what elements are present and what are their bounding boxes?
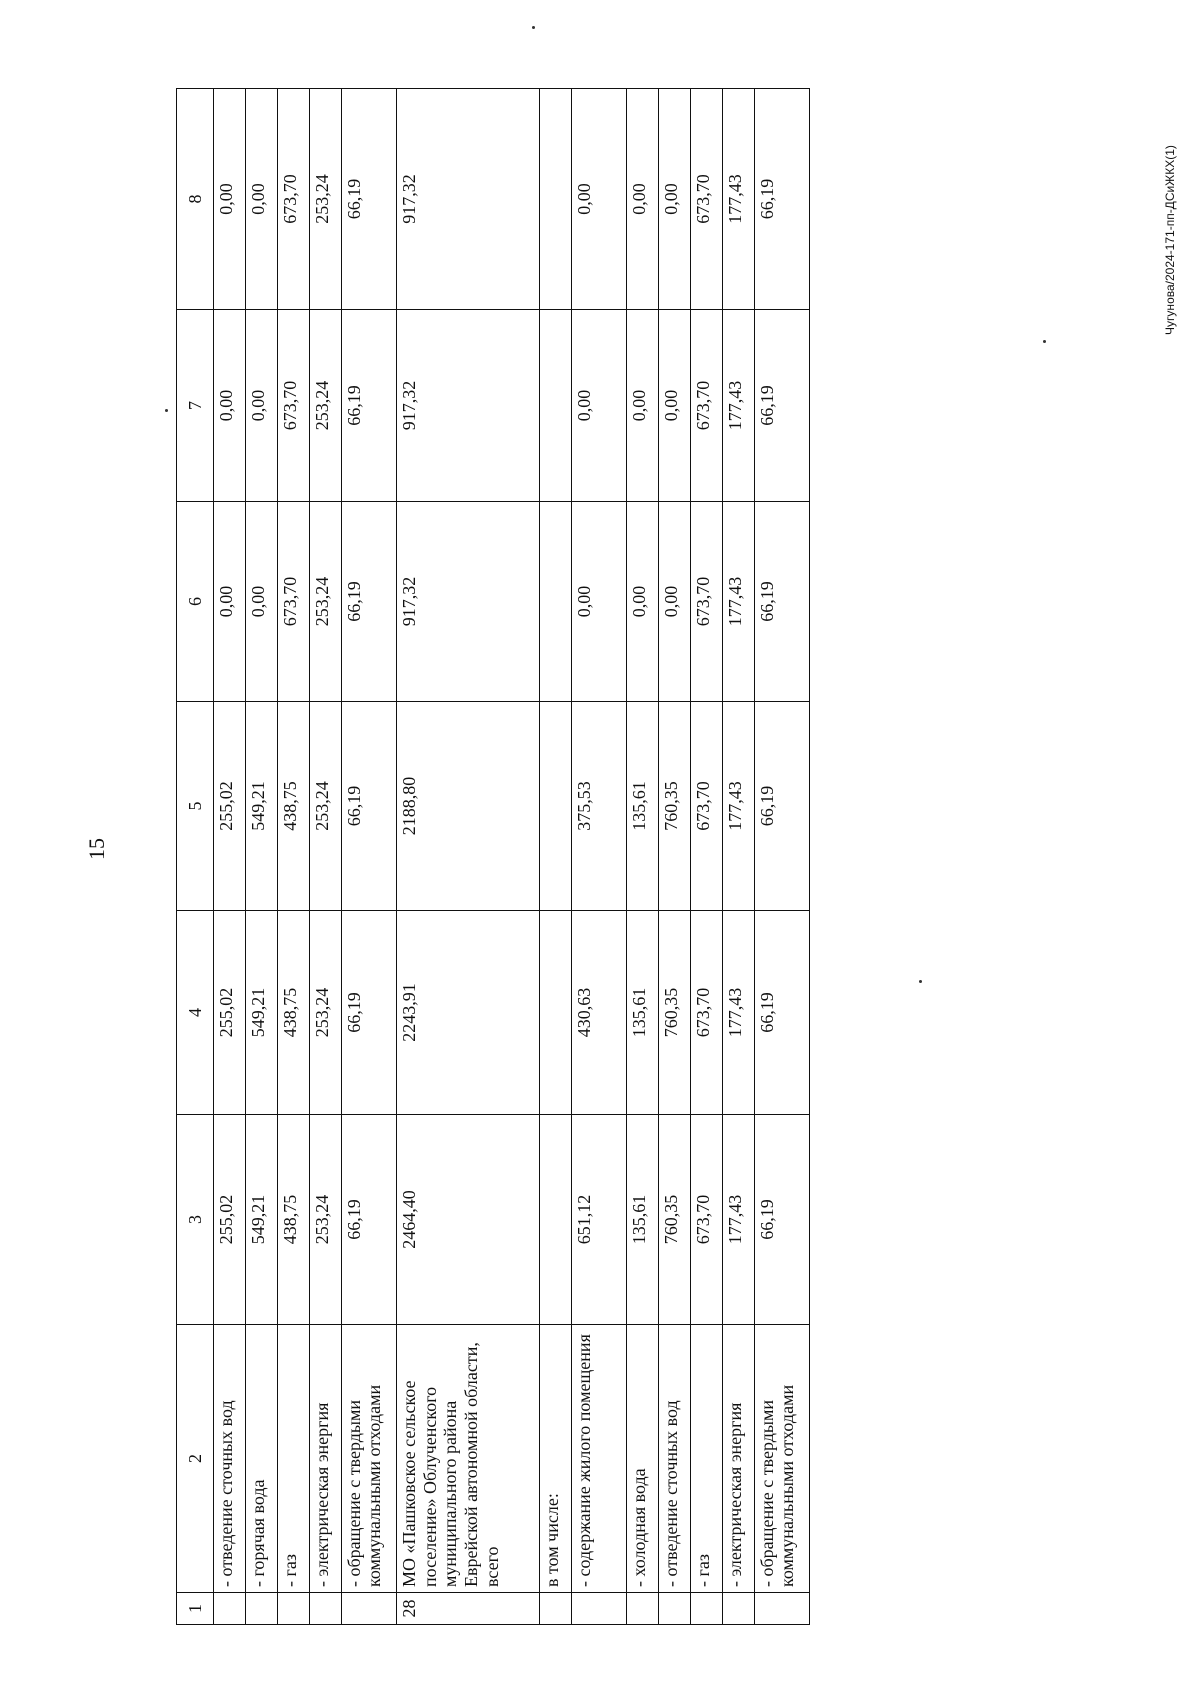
value-cell: 430,63 bbox=[572, 911, 627, 1115]
value-cell: 2464,40 bbox=[396, 1115, 539, 1325]
value-cell bbox=[540, 502, 572, 702]
value-cell: 0,00 bbox=[246, 502, 278, 702]
value-cell: 66,19 bbox=[341, 502, 396, 702]
value-cell bbox=[540, 1115, 572, 1325]
page-number: 15 bbox=[84, 838, 109, 860]
value-cell: 673,70 bbox=[691, 911, 723, 1115]
value-cell: 177,43 bbox=[722, 89, 754, 310]
value-cell: 438,75 bbox=[277, 911, 309, 1115]
value-cell: 66,19 bbox=[341, 89, 396, 310]
value-cell: 66,19 bbox=[754, 310, 809, 502]
table-row bbox=[754, 89, 809, 1625]
column-header: 2 bbox=[177, 1325, 214, 1593]
value-cell: 255,02 bbox=[214, 911, 246, 1115]
value-cell: 673,70 bbox=[277, 502, 309, 702]
value-cell: 917,32 bbox=[396, 502, 539, 702]
column-header: 3 bbox=[177, 1115, 214, 1325]
value-cell: 135,61 bbox=[627, 1115, 659, 1325]
table-row bbox=[309, 89, 341, 1625]
row-number-cell bbox=[540, 1593, 572, 1625]
value-cell: 0,00 bbox=[659, 502, 691, 702]
value-cell: 177,43 bbox=[722, 702, 754, 911]
scan-speck bbox=[165, 409, 168, 412]
table-row bbox=[691, 89, 723, 1625]
value-cell: 253,24 bbox=[309, 1115, 341, 1325]
row-number-cell bbox=[246, 1593, 278, 1625]
row-name-cell: МО «Пашковское сельское поселение» Облученского муниципального района Еврейской автономной области, всего bbox=[396, 1325, 539, 1593]
value-cell: 66,19 bbox=[754, 1115, 809, 1325]
table-row bbox=[396, 89, 539, 1625]
row-name-cell: - горячая вода bbox=[246, 1325, 278, 1593]
value-cell bbox=[540, 89, 572, 310]
value-cell: 253,24 bbox=[309, 89, 341, 310]
table-row bbox=[214, 89, 246, 1625]
column-header: 1 bbox=[177, 1593, 214, 1625]
row-number-cell bbox=[659, 1593, 691, 1625]
row-number-cell bbox=[214, 1593, 246, 1625]
value-cell: 2243,91 bbox=[396, 911, 539, 1115]
value-cell: 2188,80 bbox=[396, 702, 539, 911]
column-header: 4 bbox=[177, 911, 214, 1115]
value-cell: 438,75 bbox=[277, 1115, 309, 1325]
row-name-cell: - холодная вода bbox=[627, 1325, 659, 1593]
row-name-cell: в том числе: bbox=[540, 1325, 572, 1593]
value-cell: 253,24 bbox=[309, 310, 341, 502]
value-cell: 253,24 bbox=[309, 702, 341, 911]
table-row bbox=[246, 89, 278, 1625]
row-number-cell bbox=[309, 1593, 341, 1625]
row-name-cell: - отведение сточных вод bbox=[659, 1325, 691, 1593]
row-name-cell: - электрическая энергия bbox=[309, 1325, 341, 1593]
value-cell: 135,61 bbox=[627, 702, 659, 911]
value-cell bbox=[540, 702, 572, 911]
row-name-cell: - обращение с твердыми коммунальными отходами bbox=[341, 1325, 396, 1593]
row-name-cell: - содержание жилого помещения bbox=[572, 1325, 627, 1593]
value-cell: 66,19 bbox=[754, 911, 809, 1115]
value-cell bbox=[540, 310, 572, 502]
value-cell: 0,00 bbox=[659, 310, 691, 502]
value-cell: 66,19 bbox=[754, 702, 809, 911]
value-cell: 66,19 bbox=[341, 1115, 396, 1325]
tariff-table-wrapper bbox=[176, 89, 810, 1625]
value-cell: 0,00 bbox=[246, 89, 278, 310]
value-cell: 438,75 bbox=[277, 702, 309, 911]
column-header: 8 bbox=[177, 89, 214, 310]
value-cell: 177,43 bbox=[722, 310, 754, 502]
value-cell: 917,32 bbox=[396, 310, 539, 502]
value-cell: 255,02 bbox=[214, 702, 246, 911]
value-cell: 673,70 bbox=[691, 702, 723, 911]
value-cell: 673,70 bbox=[691, 310, 723, 502]
row-number-cell bbox=[722, 1593, 754, 1625]
value-cell: 0,00 bbox=[572, 310, 627, 502]
value-cell: 135,61 bbox=[627, 911, 659, 1115]
value-cell: 0,00 bbox=[572, 89, 627, 310]
value-cell: 66,19 bbox=[341, 310, 396, 502]
table-row bbox=[277, 89, 309, 1625]
value-cell: 673,70 bbox=[277, 89, 309, 310]
value-cell: 0,00 bbox=[214, 89, 246, 310]
tariff-table bbox=[176, 88, 810, 1625]
value-cell: 0,00 bbox=[572, 502, 627, 702]
value-cell: 651,12 bbox=[572, 1115, 627, 1325]
table-body bbox=[177, 89, 810, 1625]
scan-speck bbox=[532, 26, 535, 29]
value-cell: 0,00 bbox=[659, 89, 691, 310]
row-number-cell bbox=[754, 1593, 809, 1625]
value-cell: 0,00 bbox=[214, 310, 246, 502]
table-row bbox=[722, 89, 754, 1625]
row-name-cell: - отведение сточных вод bbox=[214, 1325, 246, 1593]
row-name-cell: - газ bbox=[277, 1325, 309, 1593]
scan-speck bbox=[919, 980, 922, 983]
table-row bbox=[341, 89, 396, 1625]
value-cell: 66,19 bbox=[754, 89, 809, 310]
value-cell: 673,70 bbox=[691, 502, 723, 702]
row-number-cell bbox=[341, 1593, 396, 1625]
value-cell: 0,00 bbox=[246, 310, 278, 502]
value-cell: 549,21 bbox=[246, 911, 278, 1115]
value-cell: 66,19 bbox=[341, 702, 396, 911]
column-header: 7 bbox=[177, 310, 214, 502]
row-number-cell bbox=[572, 1593, 627, 1625]
table-row bbox=[659, 89, 691, 1625]
value-cell: 0,00 bbox=[627, 89, 659, 310]
table-row bbox=[572, 89, 627, 1625]
value-cell: 0,00 bbox=[627, 502, 659, 702]
value-cell: 549,21 bbox=[246, 1115, 278, 1325]
value-cell: 760,35 bbox=[659, 911, 691, 1115]
header-row bbox=[177, 89, 214, 1625]
value-cell: 760,35 bbox=[659, 1115, 691, 1325]
value-cell: 66,19 bbox=[754, 502, 809, 702]
value-cell: 673,70 bbox=[691, 89, 723, 310]
value-cell: 177,43 bbox=[722, 911, 754, 1115]
value-cell: 66,19 bbox=[341, 911, 396, 1115]
value-cell: 375,53 bbox=[572, 702, 627, 911]
row-number-cell bbox=[691, 1593, 723, 1625]
value-cell: 917,32 bbox=[396, 89, 539, 310]
document-code: Чугунова/2024-171-пп-ДСиЖКХ(1) bbox=[1163, 145, 1177, 335]
value-cell: 0,00 bbox=[627, 310, 659, 502]
scan-speck bbox=[1043, 340, 1046, 343]
value-cell: 673,70 bbox=[277, 310, 309, 502]
value-cell: 255,02 bbox=[214, 1115, 246, 1325]
value-cell: 549,21 bbox=[246, 702, 278, 911]
value-cell bbox=[540, 911, 572, 1115]
column-header: 6 bbox=[177, 502, 214, 702]
value-cell: 673,70 bbox=[691, 1115, 723, 1325]
table-row bbox=[540, 89, 572, 1625]
table-row bbox=[627, 89, 659, 1625]
row-name-cell: - обращение с твердыми коммунальными отходами bbox=[754, 1325, 809, 1593]
row-number-cell: 28 bbox=[396, 1593, 539, 1625]
value-cell: 253,24 bbox=[309, 502, 341, 702]
value-cell: 177,43 bbox=[722, 502, 754, 702]
value-cell: 760,35 bbox=[659, 702, 691, 911]
row-number-cell bbox=[277, 1593, 309, 1625]
column-header: 5 bbox=[177, 702, 214, 911]
row-number-cell bbox=[627, 1593, 659, 1625]
value-cell: 253,24 bbox=[309, 911, 341, 1115]
row-name-cell: - электрическая энергия bbox=[722, 1325, 754, 1593]
row-name-cell: - газ bbox=[691, 1325, 723, 1593]
value-cell: 0,00 bbox=[214, 502, 246, 702]
value-cell: 177,43 bbox=[722, 1115, 754, 1325]
